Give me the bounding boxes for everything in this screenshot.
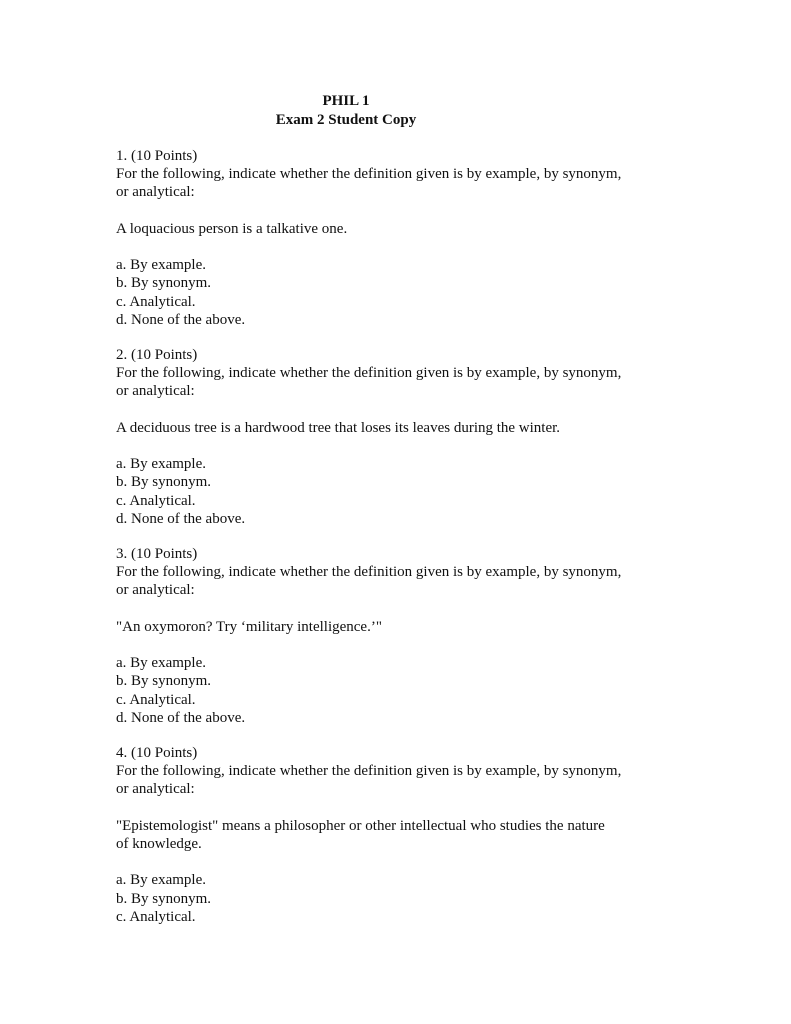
question-instruction: or analytical: — [116, 383, 195, 400]
option-a: a. By example. — [116, 872, 206, 889]
question-1 — [116, 147, 676, 329]
option-c: c. Analytical. — [116, 691, 196, 708]
option-b: b. By synonym. — [116, 890, 212, 907]
option-a: a. By example. — [116, 456, 206, 473]
question-4 — [116, 744, 676, 926]
question-prompt: "Epistemologist" means a philosopher or other intellectual who studies the nature — [116, 817, 605, 834]
question-heading: 1. (10 Points) — [116, 148, 198, 164]
question-prompt: A loquacious person is a talkative one. — [116, 220, 348, 237]
question-instruction: or analytical: — [116, 781, 195, 798]
question-instruction: For the following, indicate whether the definition given is by example, by synonym, — [116, 365, 622, 382]
answer-options — [116, 654, 676, 727]
exam-page — [116, 92, 676, 926]
exam-title: Exam 2 Student Copy — [275, 112, 417, 128]
option-a: a. By example. — [116, 655, 206, 672]
option-b: b. By synonym. — [116, 474, 212, 491]
exam-header — [116, 92, 576, 130]
option-d: d. None of the above. — [116, 311, 246, 328]
question-heading: 2. (10 Points) — [116, 347, 198, 363]
option-a: a. By example. — [116, 257, 206, 274]
option-d: d. None of the above. — [116, 709, 246, 726]
option-b: b. By synonym. — [116, 673, 212, 690]
option-c: c. Analytical. — [116, 293, 196, 310]
question-prompt: "An oxymoron? Try ‘military intelligence.’" — [116, 618, 382, 635]
answer-options — [116, 871, 676, 926]
question-2 — [116, 346, 676, 528]
question-instruction: or analytical: — [116, 184, 195, 201]
question-instruction: For the following, indicate whether the definition given is by example, by synonym, — [116, 564, 622, 581]
option-c: c. Analytical. — [116, 492, 196, 509]
option-b: b. By synonym. — [116, 275, 212, 292]
question-prompt: A deciduous tree is a hardwood tree that loses its leaves during the winter. — [116, 419, 561, 436]
course-title: PHIL 1 — [322, 93, 370, 109]
answer-options — [116, 256, 676, 329]
question-instruction: For the following, indicate whether the definition given is by example, by synonym, — [116, 763, 622, 780]
question-prompt: of knowledge. — [116, 836, 202, 852]
option-d: d. None of the above. — [116, 510, 246, 527]
question-instruction: or analytical: — [116, 582, 195, 599]
question-3 — [116, 545, 676, 727]
answer-options — [116, 455, 676, 528]
question-heading: 4. (10 Points) — [116, 745, 198, 761]
option-c: c. Analytical. — [116, 908, 196, 925]
question-instruction: For the following, indicate whether the definition given is by example, by synonym, — [116, 166, 622, 183]
question-heading: 3. (10 Points) — [116, 546, 198, 562]
